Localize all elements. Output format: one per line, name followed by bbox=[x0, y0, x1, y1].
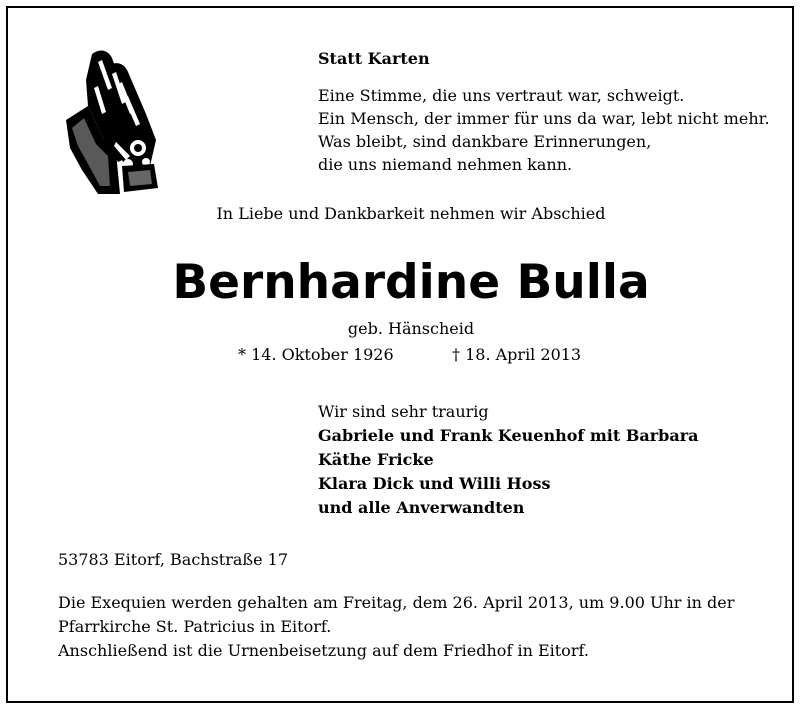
death-date: † 18. April 2013 bbox=[452, 345, 582, 364]
mourner-name: Klara Dick und Willi Hoss bbox=[318, 474, 551, 493]
service-info bbox=[58, 591, 774, 663]
mourner-name: Gabriele und Frank Keuenhof mit Barbara bbox=[318, 426, 699, 445]
maiden-name: geb. Hänscheid bbox=[347, 319, 475, 338]
service-line: Anschließend ist die Urnenbeisetzung auf dem Friedhof in Eitorf. bbox=[58, 641, 589, 660]
poem-heading: Statt Karten bbox=[318, 49, 430, 68]
deceased-name: Bernhardine Bulla bbox=[172, 255, 650, 310]
poem-line: Ein Mensch, der immer für uns da war, lebt nicht mehr. bbox=[318, 109, 770, 128]
farewell-line: In Liebe und Dankbarkeit nehmen wir Abschied bbox=[216, 204, 606, 223]
birth-date: * 14. Oktober 1926 bbox=[238, 345, 394, 364]
family-address: 53783 Eitorf, Bachstraße 17 bbox=[58, 550, 289, 569]
poem-line: die uns niemand nehmen kann. bbox=[318, 155, 573, 174]
mourners-intro: Wir sind sehr traurig bbox=[318, 402, 489, 421]
poem-line: Was bleibt, sind dankbare Erinnerungen, bbox=[318, 132, 652, 151]
mourner-name: Käthe Fricke bbox=[318, 450, 434, 469]
mourners-block bbox=[318, 400, 778, 520]
mourner-name: und alle Anverwandten bbox=[318, 498, 525, 517]
poem-block bbox=[318, 48, 778, 176]
service-line: Die Exequien werden gehalten am Freitag, dem 26. April 2013, um 9.00 Uhr in der bbox=[58, 593, 735, 612]
poem-line: Eine Stimme, die uns vertraut war, schweigt. bbox=[318, 86, 685, 105]
service-line: Pfarrkirche St. Patricius in Eitorf. bbox=[58, 617, 332, 636]
praying-hands-icon bbox=[58, 44, 168, 198]
